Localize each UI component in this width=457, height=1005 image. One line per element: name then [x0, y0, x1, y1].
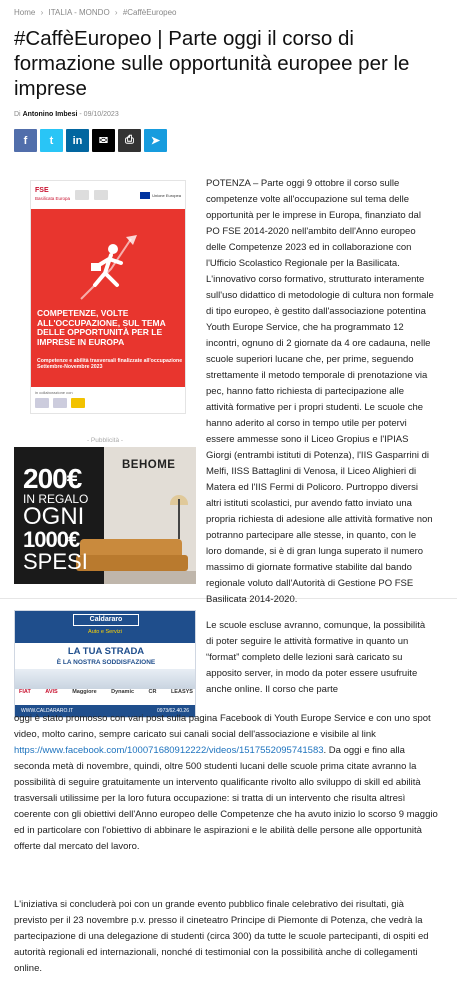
print-icon: ⎙: [125, 134, 134, 146]
partner-logo: [75, 190, 89, 200]
caldararo-url: WWW.CALDARARO.IT: [21, 708, 74, 714]
author-link[interactable]: Antonino Imbesi: [22, 111, 78, 118]
caldararo-phone: 0973/62.40.26: [157, 708, 189, 714]
date-separator: -: [79, 111, 82, 118]
twitter-share-button[interactable]: [40, 129, 63, 152]
email-icon: ✉: [98, 135, 109, 147]
article-paragraph-4: L'iniziativa si concluderà poi con un grande evento pubblico finale celebrativo dei risultati, già previsto per il 23 novembre p.v. presso il cineteatro Principe di Piemonte di Potenza, che vedrà la partecipazione di una delegazione di studenti (circa 300) da tutte le scuole partecipanti, di ospiti ed autorità regionali ed internazionali, nonché di testimonial con la possibilità anche di collegamenti online.: [14, 899, 429, 974]
caldararo-slogan: LA TUA STRADA: [67, 646, 145, 657]
telegram-share-button[interactable]: [144, 129, 167, 152]
caldararo-header: [15, 611, 195, 643]
breadcrumb-home[interactable]: Home: [14, 8, 36, 17]
telegram-icon: ➤: [150, 135, 161, 147]
partner-logo: [71, 398, 85, 408]
italy-emblem-logo: [94, 190, 108, 200]
behome-logo: BEHOME: [122, 459, 176, 471]
print-button[interactable]: [118, 129, 141, 152]
eu-flag-icon: [140, 192, 150, 199]
leasys-logo: LEASYS: [170, 689, 193, 695]
behome-ad-banner[interactable]: [14, 447, 196, 584]
article-paragraph-3: [14, 711, 439, 855]
poster-headline: COMPETENZE, VOLTE ALL'OCCUPAZIONE, SUL TEMA DELLE OPPORTUNITÀ PER LE IMPRESE IN EUROPA: [37, 308, 166, 347]
car-brand-logos: [19, 689, 193, 695]
linkedin-icon: in: [72, 134, 83, 147]
lamp-stand: [178, 499, 180, 539]
poster-collab-label: in collaborazione con: [35, 390, 73, 395]
breadcrumb-tag[interactable]: #CaffèEuropeo: [122, 8, 177, 17]
avis-logo: AVIS: [45, 689, 58, 695]
share-bar: [14, 129, 167, 152]
publish-date: 09/10/2023: [83, 111, 119, 118]
city-skyline-image: [15, 669, 195, 689]
facebook-icon: f: [23, 134, 28, 147]
poster-partner-logos: [35, 398, 183, 408]
twitter-icon: t: [49, 134, 54, 147]
caldararo-logo: Caldararo: [73, 614, 139, 626]
ad-label: - Pubblicità -: [86, 437, 124, 444]
partner-logo: [35, 398, 49, 408]
caldararo-tagline: Auto e Servizi: [88, 629, 122, 635]
partner-logo: [53, 398, 67, 408]
email-share-button[interactable]: [92, 129, 115, 152]
fse-logo: FSE Basilicata Europa: [35, 187, 71, 201]
caldararo-slogan-sub: È LA NOSTRA SODDISFAZIONE: [56, 659, 156, 666]
course-poster-image[interactable]: [30, 180, 186, 414]
byline: [14, 111, 119, 118]
eu-logo: Unione Europea: [140, 192, 181, 199]
maggiore-logo: Maggiore: [72, 689, 97, 695]
paragraph-text: . Da oggi e fino alla seconda metà di novembre, quindi, oltre 500 studenti lucani delle scuole prima citate avranno la possibilità di seguire gratuitamente un intervento qualificante rivolto allo sviluppo di skill ed abilità trasversali utilissime per la loro futura occupazione: si tratta di un intervento che risulta altresì coerente con gli obiettivi dell'Anno europeo delle Competenze che ha avuto inizio lo scorso 9 maggio ed in particolare con l'obiettivo di abbinare le aspirazioni e le abilità delle persone alle opportunità offerte dal mercato del lavoro.: [14, 745, 438, 852]
sofa-seat: [76, 555, 188, 571]
article-paragraph-1: POTENZA – Parte oggi 9 ottobre il corso sulle competenze volte all'occupazione sul tema delle opportunità per le imprese in Europa, finanziato dal PO FSE 2014-2020 nell'ambito dell'Anno europeo delle Competenze 2023 ed in collaborazione con l'Ufficio Scolastico Regionale per la Basilicata. L'innovativo corso formativo, strutturato interamente sull'uso didattico di metodologie di cultura non formale di tipo europeo, è gestito dall'associazione potentina Youth Europe Service, che ha programmato 12 incontri, ognuno di 2 giornate da 4 ore cadauna, nelle scuole superiori lucane che, per prime, seguendo strettamente il metodo temporale di prenotazione via pec, hanno fatto richiesta di partecipazione alle attività formative per i propri studenti. Le scuole che hanno aderito al corso in tempo utile per potervi essere ammesse sono il Liceo Gropius e l'IPIAS Giorgi (entrambi istituti di Potenza), l'IIS Gasparrini di Melfi, IISS Battaglini di Venosa, il Liceo Alighieri di Matera ed l'IIS Fermi di Policoro. Purtroppo diversi altri istituti scolastici, pur avendo fatto inviato una propria richiesta di adesione alle attività formative non potranno partecipare alle stesse, in quanto, con le loro domande, si è di gran lunga superato il numero massimo di giornate formative stabilite dal bando regionale voluto dall'Autorità di Gestione PO FSE Basilicata 2014-2020.: [206, 178, 434, 605]
linkedin-share-button[interactable]: [66, 129, 89, 152]
running-man-illustration: [71, 229, 151, 309]
paragraph-text: oggi è stato promosso con vari post sulla pagina Facebook di Youth Europe Service e con uno spot video, molto carino, sempre caricato sui canali social dell'associazione e visibile al link: [14, 713, 431, 740]
ad-floor: [104, 571, 196, 584]
page-title: #CaffèEuropeo | Parte oggi il corso di formazione sulle opportunità europee per le imprese: [14, 27, 410, 100]
chevron-right-icon: ›: [40, 8, 44, 17]
chevron-right-icon: ›: [114, 8, 118, 17]
dynamic-logo: Dynamic: [111, 689, 135, 695]
poster-header: [31, 181, 185, 209]
byline-prefix: Di: [14, 111, 21, 118]
poster-subline: Competenze e abilità trasversali finalizzate all'occupazione Settembre-Novembre 2023: [37, 358, 183, 370]
facebook-share-button[interactable]: [14, 129, 37, 152]
poster-body: [31, 209, 186, 387]
article-paragraph-2: Le scuole escluse avranno, comunque, la possibilità di poter seguire le attività formative in quanto un “format” completo delle lezioni sarà caricato su apposito server, in modo da poter essere usufruite anche online. Il corso che parte: [206, 620, 426, 695]
breadcrumb-section[interactable]: ITALIA - MONDO: [48, 8, 110, 17]
cr-logo: CR: [148, 689, 157, 695]
behome-offer-text: 200€ IN REGALO OGNI 1000€ SPESI: [23, 463, 89, 574]
facebook-video-link[interactable]: https://www.facebook.com/100071680912222/videos/1517552095741583: [14, 745, 324, 756]
caldararo-ad-banner[interactable]: [14, 610, 196, 718]
fiat-logo: FIAT: [19, 689, 31, 695]
breadcrumb: [14, 8, 177, 17]
poster-footer: [31, 387, 186, 414]
